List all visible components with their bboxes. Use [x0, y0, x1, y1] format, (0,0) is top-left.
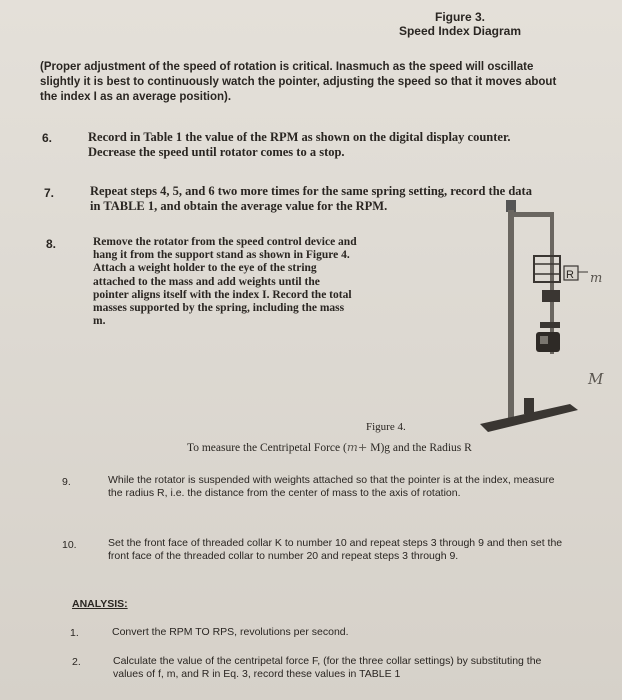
figure-4-subcaption: [187, 440, 472, 454]
step-8-text: Remove the rotator from the speed control device and hang it from the support stand as shown in Figure 4. Attach a weight holder to the eye of the string attached to the mass and add weights until the pointer aligns itself with the index I. Record the total masses supported by the spring, including the mass m.: [93, 236, 357, 328]
figure-3-title: Speed Index Diagram: [398, 24, 522, 38]
rotator-frame: [534, 256, 560, 282]
figure-3-label: Figure 3.: [434, 10, 485, 24]
analysis-item-1-text: Convert the RPM TO RPS, revolutions per second.: [112, 626, 349, 638]
weight-holder-top: [540, 322, 560, 328]
step-9-number: 9.: [62, 476, 71, 488]
mass-m-block: [542, 290, 560, 302]
figure-4-caption: Figure 4.: [366, 421, 406, 433]
figure-4-apparatus: [470, 192, 620, 442]
analysis-item-2-text: Calculate the value of the centripetal force F, (for the three collar settings) by substituting the values of f, m, and R in Eq. 3, record these values in TABLE 1: [113, 655, 542, 680]
step-7-text: Repeat steps 4, 5, and 6 two more times for the same spring setting, record the data in TABLE 1, and obtain the average value for the RPM.: [90, 184, 532, 213]
step-8-number: 8.: [46, 237, 57, 251]
label-r: R: [566, 269, 574, 281]
analysis-item-1-number: 1.: [70, 627, 79, 639]
figure-3-heading: [330, 10, 590, 38]
subcaption-handwritten: m+: [346, 440, 368, 454]
subcaption-suffix: M)g and the Radius R: [367, 442, 472, 454]
support-rod: [508, 210, 514, 420]
label-big-m-hand: M: [588, 370, 604, 388]
label-m-hand: m: [590, 271, 603, 286]
step-9-text: While the rotator is suspended with weights attached so that the pointer is at the index, measure the radius R, i.e. the distance from the center of mass to the axis of rotation.: [108, 474, 555, 499]
step-6-text: Record in Table 1 the value of the RPM as shown on the digital display counter. Decrease the speed until rotator comes to a stop.: [88, 130, 511, 159]
step-10-number: 10.: [62, 539, 77, 551]
step-10-text: Set the front face of threaded collar K to number 10 and repeat steps 3 through 9 and then set the front face of the threaded collar to number 20 and repeat steps 3 through 9.: [108, 537, 563, 562]
analysis-heading: ANALYSIS:: [72, 598, 128, 610]
intro-paragraph: (Proper adjustment of the speed of rotation is critical. Inasmuch as the speed will oscillate slightly it is best to continuously watch the pointer, adjusting the speed so that it moves about the index I as an average position).: [40, 61, 557, 103]
subcaption-prefix: To measure the Centripetal Force (: [187, 442, 347, 454]
analysis-item-2-number: 2.: [72, 656, 81, 668]
step-6-number: 6.: [42, 131, 53, 145]
step-7-number: 7.: [44, 186, 55, 200]
crossbar: [508, 212, 554, 217]
